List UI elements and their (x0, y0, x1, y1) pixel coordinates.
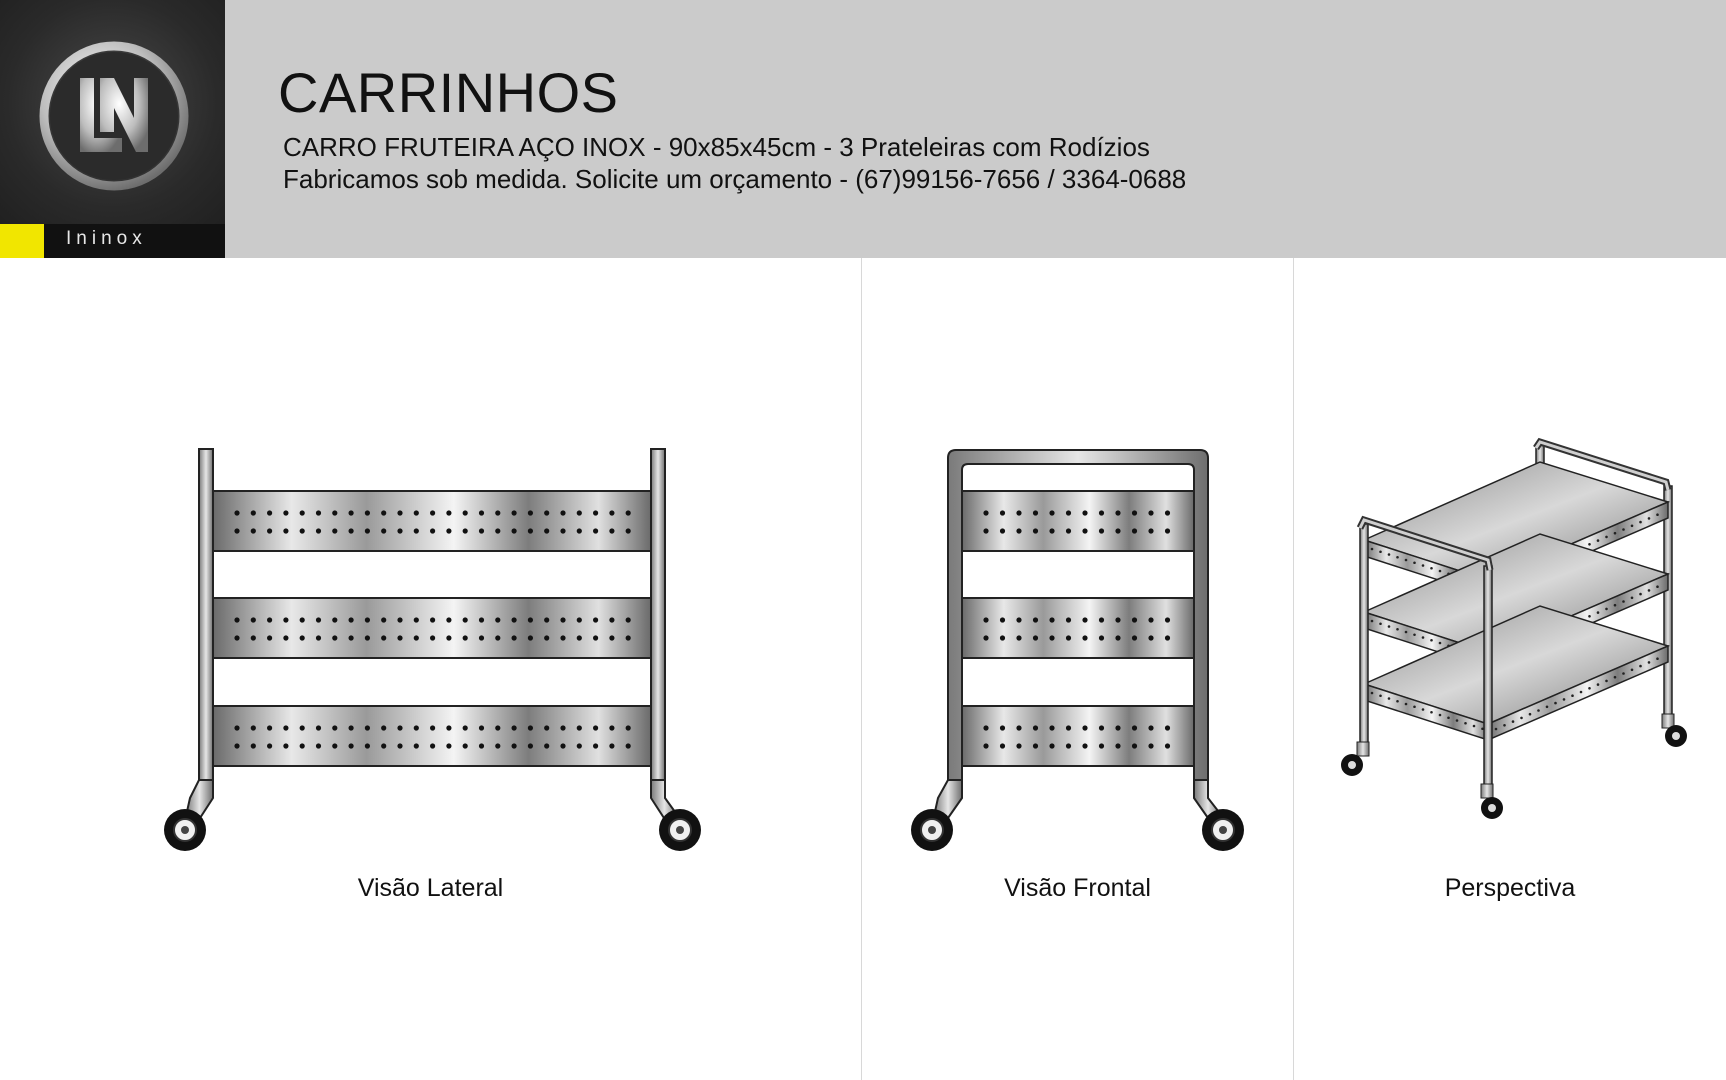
perforated-shelf (962, 491, 1194, 551)
caster-wheel-right (651, 780, 701, 851)
contact-line: Fabricamos sob medida. Solicite um orçamento - (67)99156-7656 / 3364-0688 (283, 164, 1187, 194)
caster-wheel (1662, 714, 1687, 747)
caster-wheel (1481, 784, 1503, 819)
perspective-panel (1294, 258, 1726, 1080)
caster-wheel-left (911, 780, 962, 851)
header-banner (0, 0, 1726, 258)
product-description: CARRO FRUTEIRA AÇO INOX - 90x85x45cm - 3 Prateleiras com Rodízios (283, 132, 1150, 162)
caption-front-view: Visão Frontal (1004, 874, 1151, 902)
caster-wheel-right (1194, 780, 1244, 851)
perspective-drawing (1294, 258, 1726, 858)
caster-wheel (1341, 742, 1369, 776)
front-view-drawing (862, 258, 1293, 858)
logo-accent-yellow (0, 224, 44, 258)
page-title: CARRINHOS (278, 61, 619, 124)
perforated-shelf (962, 598, 1194, 658)
side-view-drawing (0, 258, 861, 858)
front-view-panel (862, 258, 1294, 1080)
ln-monogram-logo (0, 0, 225, 224)
caption-perspective: Perspectiva (1444, 874, 1576, 902)
brand-name: Ininox (66, 228, 147, 249)
side-view-panel (0, 258, 862, 1080)
perforated-shelf (213, 706, 651, 766)
perforated-shelf (213, 598, 651, 658)
brand-logo (0, 0, 225, 258)
perforated-shelf (213, 491, 651, 551)
perforated-shelf (962, 706, 1194, 766)
caster-wheel-left (164, 780, 213, 851)
caption-side-view: Visão Lateral (357, 874, 504, 902)
